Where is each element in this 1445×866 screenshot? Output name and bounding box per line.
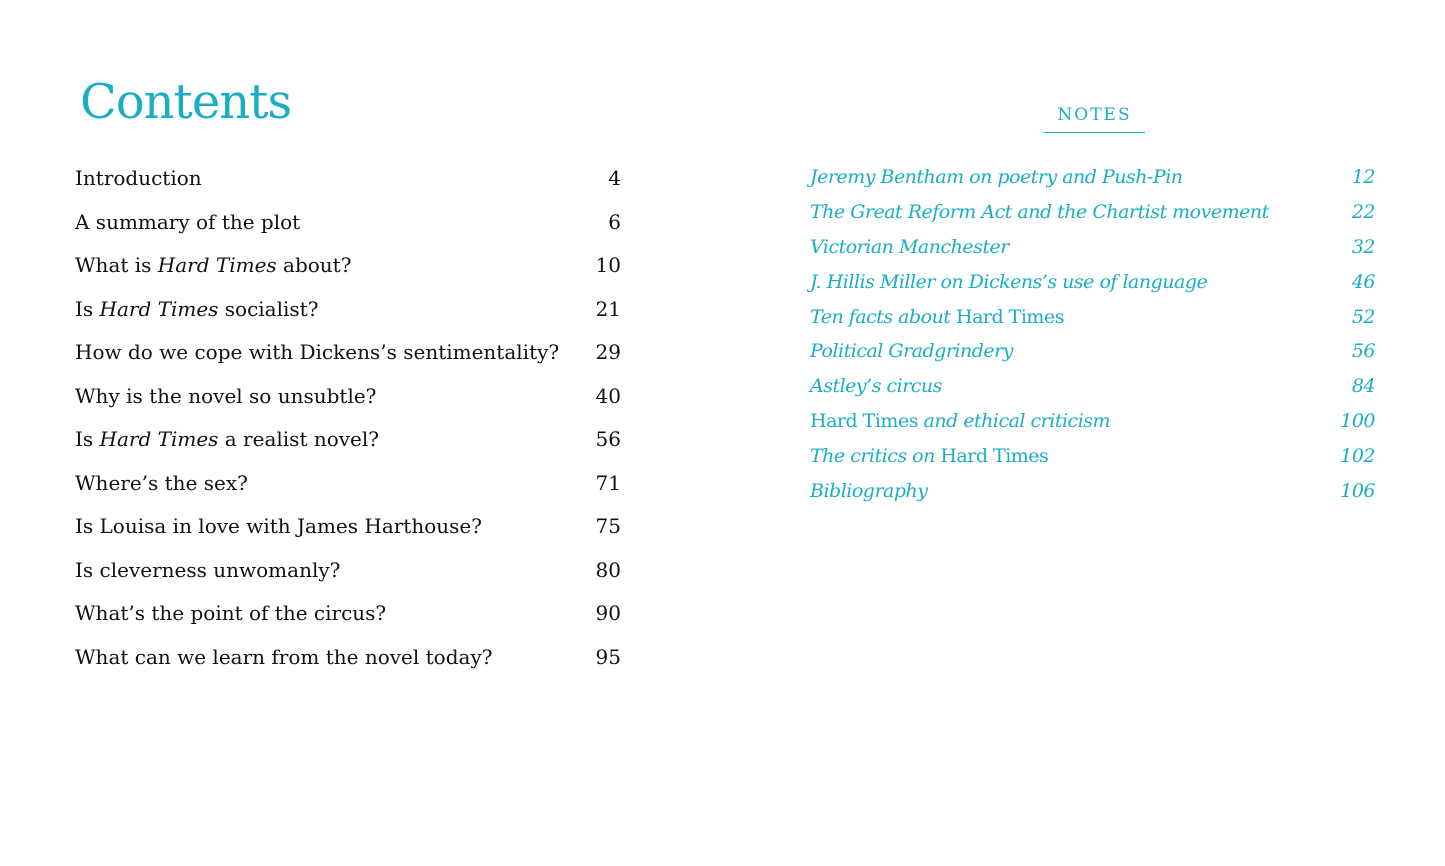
note-entry-reform-act[interactable]: [810, 195, 1375, 230]
book-title: Hard Times: [810, 410, 918, 433]
entry-title: A summary of the plot: [75, 209, 301, 234]
note-entry-astleys-circus[interactable]: [810, 369, 1375, 404]
page-number: 32: [1351, 235, 1375, 258]
toc-entry-sentimentality[interactable]: [75, 332, 621, 376]
page-number: 71: [595, 470, 621, 495]
contents-list: [75, 158, 621, 680]
page-title: Contents: [80, 74, 292, 130]
entry-title: Introduction: [75, 166, 202, 190]
page-number: 75: [595, 514, 621, 538]
book-title: Hard Times: [99, 296, 219, 321]
page-number: 10: [595, 253, 621, 277]
toc-entry-introduction[interactable]: [75, 158, 621, 202]
toc-entry-plot-summary[interactable]: [75, 202, 621, 246]
entry-title: about?: [276, 253, 352, 277]
page-number: 4: [608, 166, 621, 190]
page-number: 106: [1340, 480, 1375, 503]
notes-list: [810, 160, 1375, 509]
toc-entry-cleverness[interactable]: [75, 550, 621, 594]
page-number: 84: [1351, 375, 1375, 398]
page-number: 102: [1340, 445, 1375, 468]
page-number: 56: [1351, 340, 1375, 363]
page-number: 80: [595, 557, 621, 582]
entry-title: Victorian Manchester: [810, 235, 1009, 258]
page-number: 52: [1351, 305, 1375, 328]
page-number: 12: [1351, 166, 1375, 188]
toc-entry-sex[interactable]: [75, 463, 621, 507]
note-entry-gradgrindery[interactable]: [810, 334, 1375, 369]
entry-title: What is: [75, 253, 158, 277]
book-title: Hard Times: [956, 305, 1064, 328]
notes-heading: NOTES: [1044, 104, 1145, 133]
toc-entry-circus[interactable]: [75, 593, 621, 637]
entry-title: Is Louisa in love with James Harthouse?: [75, 514, 482, 538]
entry-title: Is: [75, 296, 100, 321]
toc-entry-realist[interactable]: [75, 419, 621, 463]
page-number: 22: [1351, 200, 1375, 223]
entry-title: How do we cope with Dickens’s sentimentality?: [75, 340, 560, 364]
entry-title: What’s the point of the circus?: [75, 601, 387, 625]
page-number: 95: [595, 644, 621, 669]
note-entry-critics[interactable]: [810, 439, 1375, 474]
page-number: 100: [1340, 410, 1375, 433]
entry-title: Political Gradgrindery: [810, 340, 1013, 363]
book-title: Hard Times: [99, 427, 219, 451]
page-number: 56: [595, 427, 621, 451]
note-entry-ethical-criticism[interactable]: [810, 404, 1375, 439]
entry-title: socialist?: [218, 296, 319, 321]
page-number: 29: [595, 340, 621, 364]
note-entry-bentham[interactable]: [810, 160, 1375, 195]
page-number: 46: [1351, 270, 1375, 293]
toc-entry-learn-today[interactable]: [75, 637, 621, 681]
entry-title: Astley’s circus: [810, 375, 942, 398]
entry-title: What can we learn from the novel today?: [75, 644, 493, 669]
entry-title: The Great Reform Act and the Chartist movement: [810, 200, 1269, 223]
entry-title: Why is the novel so unsubtle?: [75, 383, 377, 408]
toc-entry-louisa[interactable]: [75, 506, 621, 550]
note-entry-manchester[interactable]: [810, 230, 1375, 265]
entry-title: a realist novel?: [218, 427, 380, 451]
toc-entry-unsubtle[interactable]: [75, 376, 621, 420]
entry-title: Is cleverness unwomanly?: [75, 557, 341, 582]
entry-title: Ten facts about: [810, 305, 956, 328]
entry-title: Jeremy Bentham on poetry and Push-Pin: [810, 166, 1183, 188]
page-number: 90: [595, 601, 621, 625]
note-entry-bibliography[interactable]: [810, 474, 1375, 509]
page-number: 40: [595, 383, 621, 408]
entry-title: Bibliography: [810, 480, 928, 503]
entry-title: Is: [75, 427, 100, 451]
book-title: Hard Times: [940, 445, 1049, 468]
page-number: 6: [608, 209, 621, 234]
book-title: Hard Times: [157, 253, 277, 277]
entry-title: Where’s the sex?: [75, 470, 248, 495]
entry-title: The critics on: [810, 445, 941, 468]
note-entry-ten-facts[interactable]: [810, 300, 1375, 335]
toc-entry-socialist[interactable]: [75, 289, 621, 333]
page-number: 21: [595, 296, 621, 321]
entry-title: and ethical criticism: [917, 410, 1111, 433]
note-entry-hillis-miller[interactable]: [810, 265, 1375, 300]
toc-entry-what-about[interactable]: [75, 245, 621, 289]
entry-title: J. Hillis Miller on Dickens’s use of language: [810, 270, 1208, 293]
